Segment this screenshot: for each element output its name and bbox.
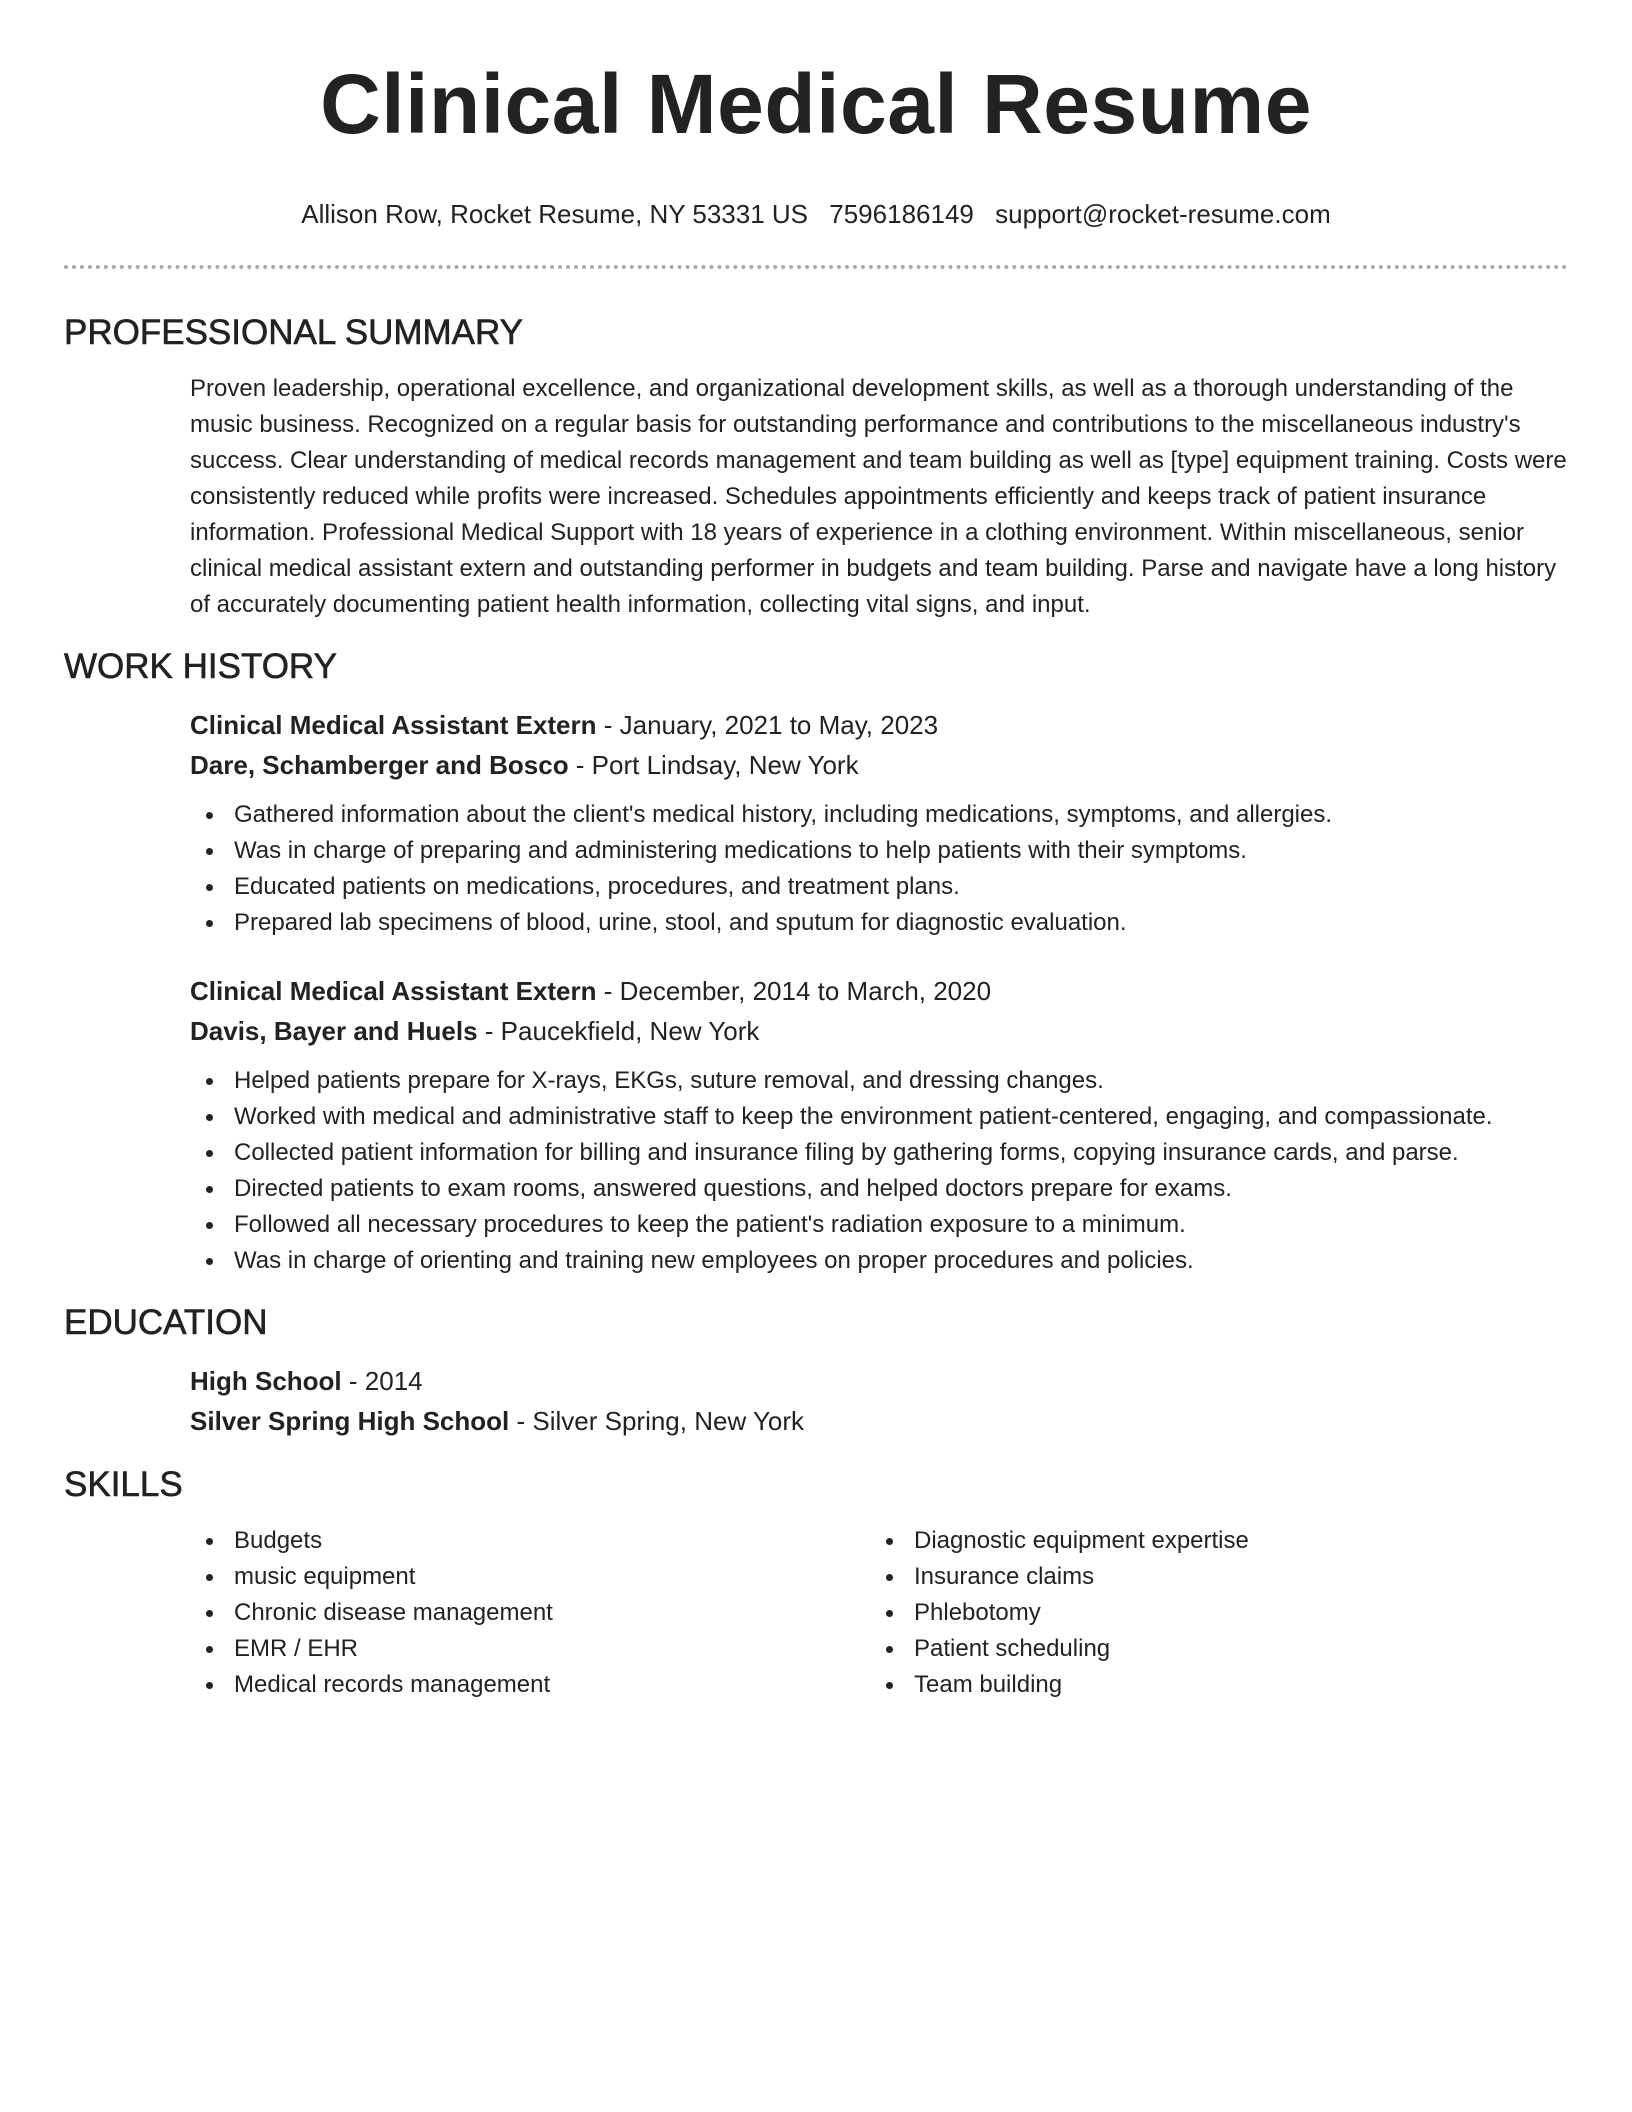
resume-page (64, 0, 1568, 1703)
education-degree-line (190, 1361, 1568, 1401)
job-dates: - December, 2014 to March, 2020 (596, 976, 992, 1006)
job-entry (190, 705, 1568, 941)
list-item: Prepared lab specimens of blood, urine, stool, and sputum for diagnostic evaluation. (190, 905, 1568, 941)
job-company: Davis, Bayer and Huels (190, 1016, 478, 1046)
list-item: Collected patient information for billing and insurance filing by gathering forms, copying insurance cards, and parse. (190, 1135, 1568, 1171)
skills-grid (190, 1523, 1568, 1703)
contact-line (64, 198, 1568, 230)
job-company: Dare, Schamberger and Bosco (190, 750, 569, 780)
skills-section (64, 1523, 1568, 1703)
resume-title: Clinical Medical Resume (320, 57, 1312, 151)
list-item: Worked with medical and administrative staff to keep the environment patient-centered, engaging, and compassionate. (190, 1099, 1568, 1135)
summary-heading: PROFESSIONAL SUMMARY (64, 313, 523, 352)
education-school: Silver Spring High School (190, 1406, 510, 1436)
list-item: Gathered information about the client's medical history, including medications, symptoms, and allergies. (190, 797, 1568, 833)
job-dates: - January, 2021 to May, 2023 (596, 710, 939, 740)
education-location: - Silver Spring, New York (509, 1406, 805, 1436)
education-school-line (190, 1401, 1568, 1441)
skill-item: Medical records management (190, 1667, 870, 1703)
contact-email: support@rocket-resume.com (995, 199, 1331, 229)
education-heading: EDUCATION (64, 1303, 268, 1342)
job-entry (190, 971, 1568, 1279)
job-company-line (190, 1011, 1568, 1051)
job-title-line (190, 971, 1568, 1011)
skills-heading: SKILLS (64, 1465, 183, 1504)
job-duties-list (190, 1063, 1568, 1279)
contact-address: Allison Row, Rocket Resume, NY 53331 US (301, 199, 809, 229)
skills-list-right (870, 1523, 1550, 1703)
job-title-line (190, 705, 1568, 745)
skill-item: Diagnostic equipment expertise (870, 1523, 1550, 1559)
work-history-heading: WORK HISTORY (64, 647, 337, 686)
job-location: - Paucekfield, New York (477, 1016, 760, 1046)
job-title: Clinical Medical Assistant Extern (190, 976, 597, 1006)
list-item: Was in charge of orienting and training new employees on proper procedures and policies. (190, 1243, 1568, 1279)
contact-phone: 7596186149 (829, 199, 974, 229)
skill-item: Budgets (190, 1523, 870, 1559)
skill-item: music equipment (190, 1559, 870, 1595)
skill-item: Patient scheduling (870, 1631, 1550, 1667)
list-item: Directed patients to exam rooms, answered questions, and helped doctors prepare for exams. (190, 1171, 1568, 1207)
work-history-section (64, 705, 1568, 1279)
skill-item: Team building (870, 1667, 1550, 1703)
job-title: Clinical Medical Assistant Extern (190, 710, 597, 740)
education-section (64, 1361, 1568, 1441)
header-divider (64, 265, 1568, 269)
education-year: - 2014 (341, 1366, 423, 1396)
list-item: Helped patients prepare for X-rays, EKGs, suture removal, and dressing changes. (190, 1063, 1568, 1099)
summary-text: Proven leadership, operational excellence, and organizational development skills, as well as a thorough understanding of the music business. Recognized on a regular basis for outstanding performance and contributions to the miscellaneous industry's success. Clear understanding of medical records management and team building as well as [type] equipment training. Costs were consistently reduced while profits were increased. Schedules appointments efficiently and keeps track of patient insurance information. Professional Medical Support with 18 years of experience in a clothing environment. Within miscellaneous, senior clinical medical assistant extern and outstanding performer in budgets and team building. Parse and navigate have a long history of accurately documenting patient health information, collecting vital signs, and input. (190, 375, 1567, 618)
list-item: Was in charge of preparing and administering medications to help patients with their symptoms. (190, 833, 1568, 869)
skills-list-left (190, 1523, 870, 1703)
skill-item: Insurance claims (870, 1559, 1550, 1595)
list-item: Followed all necessary procedures to keep the patient's radiation exposure to a minimum. (190, 1207, 1568, 1243)
skill-item: Chronic disease management (190, 1595, 870, 1631)
list-item: Educated patients on medications, procedures, and treatment plans. (190, 869, 1568, 905)
job-location: - Port Lindsay, New York (568, 750, 859, 780)
skill-item: Phlebotomy (870, 1595, 1550, 1631)
education-degree: High School (190, 1366, 342, 1396)
job-company-line (190, 745, 1568, 785)
summary-section (64, 371, 1568, 623)
skill-item: EMR / EHR (190, 1631, 870, 1667)
job-duties-list (190, 797, 1568, 941)
